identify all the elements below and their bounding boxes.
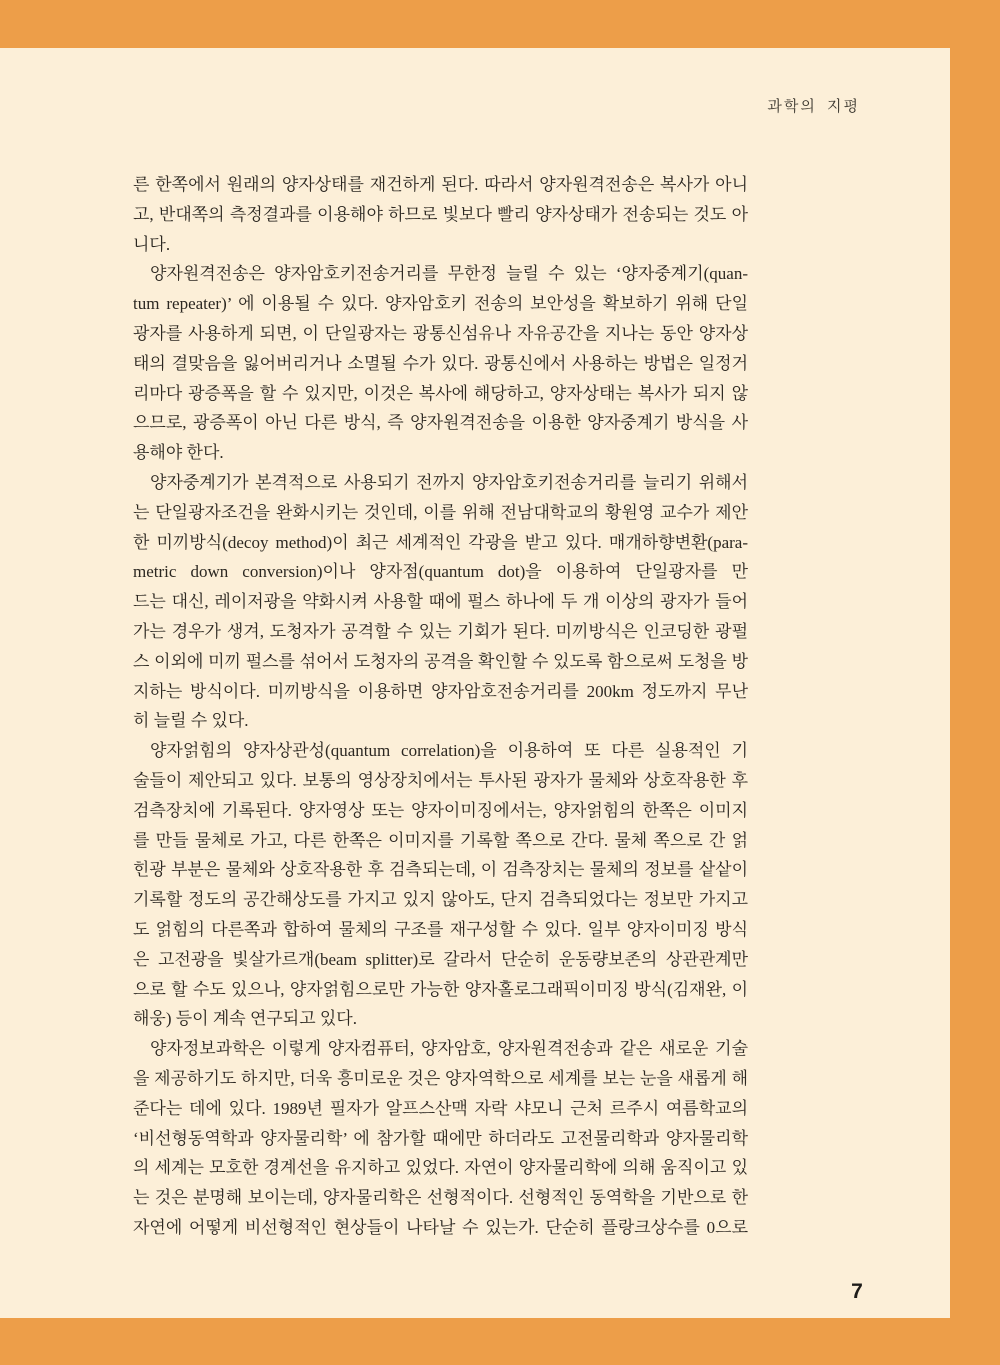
body-text-line: 기록할 정도의 공간해상도를 가지고 있지 않아도, 단지 검측되었다는 정보만 가지고 xyxy=(133,890,748,910)
body-text-line: 가는 경우가 생겨, 도청자가 공격할 수 있는 기회가 된다. 미끼방식은 인코딩한 광펄 xyxy=(133,621,748,641)
body-text-line: 광자를 사용하게 되면, 이 단일광자는 광통신섬유나 자유공간을 지나는 동안 양자상 xyxy=(133,323,748,343)
body-text-line: 스 이외에 미끼 펄스를 섞어서 도청자의 공격을 확인할 수 있도록 함으로써 도청을 방 xyxy=(133,651,748,671)
body-text-line: 양자얽힘의 양자상관성(quantum correlation)을 이용하여 또 다른 실용적인 기 xyxy=(150,741,748,761)
body-text-line: 으므로, 광증폭이 아닌 다른 방식, 즉 양자원격전송을 이용한 양자중계기 방식을 사 xyxy=(133,413,748,433)
body-text-line: 양자정보과학은 이렇게 양자컴퓨터, 양자암호, 양자원격전송과 같은 새로운 기술 xyxy=(150,1039,748,1059)
body-text-line: 양자원격전송은 양자암호키전송거리를 무한정 늘릴 수 있는 ‘양자중계기(quan- xyxy=(150,264,748,284)
body-text-line: 해웅) 등이 계속 연구되고 있다. xyxy=(133,1009,357,1029)
body-text-line: 는 것은 분명해 보이는데, 양자물리학은 선형적이다. 선형적인 동역학을 기반으로 한 xyxy=(133,1188,748,1208)
body-text-line: 술들이 제안되고 있다. 보통의 영상장치에서는 투사된 광자가 물체와 상호작용한 후 xyxy=(133,770,748,790)
article-body xyxy=(133,170,748,1243)
page-number: 7 xyxy=(851,1280,863,1303)
body-text-line: 의 세계는 모호한 경계선을 유지하고 있었다. 자연이 양자물리학에 의해 움직이고 있 xyxy=(133,1158,748,1178)
body-text-line: 으로 할 수도 있으나, 양자얽힘으로만 가능한 양자홀로그래픽이미징 방식(김재완, 이 xyxy=(133,979,748,999)
body-text-line: tum repeater)’ 에 이용될 수 있다. 양자암호키 전송의 보안성을 확보하기 위해 단일 xyxy=(133,294,748,314)
body-text-line: 는 단일광자조건을 완화시키는 것인데, 이를 위해 전남대학교의 황원영 교수가 제안 xyxy=(133,502,748,522)
body-text-line: 을 제공하기도 하지만, 더욱 흥미로운 것은 양자역학으로 세계를 보는 눈을 새롭게 해 xyxy=(133,1068,748,1088)
body-text-line: 리마다 광증폭을 할 수 있지만, 이것은 복사에 해당하고, 양자상태는 복사가 되지 않 xyxy=(133,383,748,403)
body-text-line: 태의 결맞음을 잃어버리거나 소멸될 수가 있다. 광통신에서 사용하는 방법은 일정거 xyxy=(133,353,748,373)
body-text-line: 검측장치에 기록된다. 양자영상 또는 양자이미징에서는, 양자얽힘의 한쪽은 이미지 xyxy=(133,800,748,820)
body-text-line: 를 만들 물체로 가고, 다른 한쪽은 이미지를 기록할 쪽으로 간다. 물체 쪽으로 간 얽 xyxy=(133,830,748,850)
body-text-line: 니다. xyxy=(133,234,171,254)
running-head: 과학의 지평 xyxy=(767,98,860,115)
body-text-line: 도 얽힘의 다른쪽과 합하여 물체의 구조를 재구성할 수 있다. 일부 양자이미징 방식 xyxy=(133,919,748,939)
body-text-line: 자연에 어떻게 비선형적인 현상들이 나타날 수 있는가. 단순히 플랑크상수를 0으로 xyxy=(133,1217,748,1237)
body-text-line: ‘비선형동역학과 양자물리학’ 에 참가할 때에만 하더라도 고전물리학과 양자물리학 xyxy=(133,1128,748,1148)
body-text-line: 힌광 부분은 물체와 상호작용한 후 검측되는데, 이 검측장치는 물체의 정보를 샅샅이 xyxy=(133,860,748,880)
paper-content-panel xyxy=(0,48,950,1318)
body-text-line: 드는 대신, 레이저광을 약화시켜 사용할 때에 펄스 하나에 두 개 이상의 광자가 들어 xyxy=(133,592,748,612)
body-text-line: 히 늘릴 수 있다. xyxy=(133,711,249,731)
body-text-line: 른 한쪽에서 원래의 양자상태를 재건하게 된다. 따라서 양자원격전송은 복사가 아니 xyxy=(133,175,748,194)
body-text-line: 고, 반대쪽의 측정결과를 이용해야 하므로 빛보다 빨리 양자상태가 전송되는 것도 아 xyxy=(133,204,748,224)
body-text-line: 용해야 한다. xyxy=(133,443,224,463)
body-text-line: 은 고전광을 빛살가르개(beam splitter)로 갈라서 단순히 운동량보존의 상관관계만 xyxy=(133,949,748,969)
body-text-line: metric down conversion)이나 양자점(quantum dot)을 이용하여 단일광자를 만 xyxy=(133,562,748,582)
body-text-line: 한 미끼방식(decoy method)이 최근 세계적인 각광을 받고 있다. 매개하향변환(para- xyxy=(133,532,748,552)
body-text-line: 지하는 방식이다. 미끼방식을 이용하면 양자암호전송거리를 200km 정도까지 무난 xyxy=(133,681,748,701)
body-text-line: 준다는 데에 있다. 1989년 필자가 알프스산맥 자락 샤모니 근처 르주시 여름학교의 xyxy=(133,1098,748,1118)
body-text-line: 양자중계기가 본격적으로 사용되기 전까지 양자암호키전송거리를 늘리기 위해서 xyxy=(150,472,748,492)
